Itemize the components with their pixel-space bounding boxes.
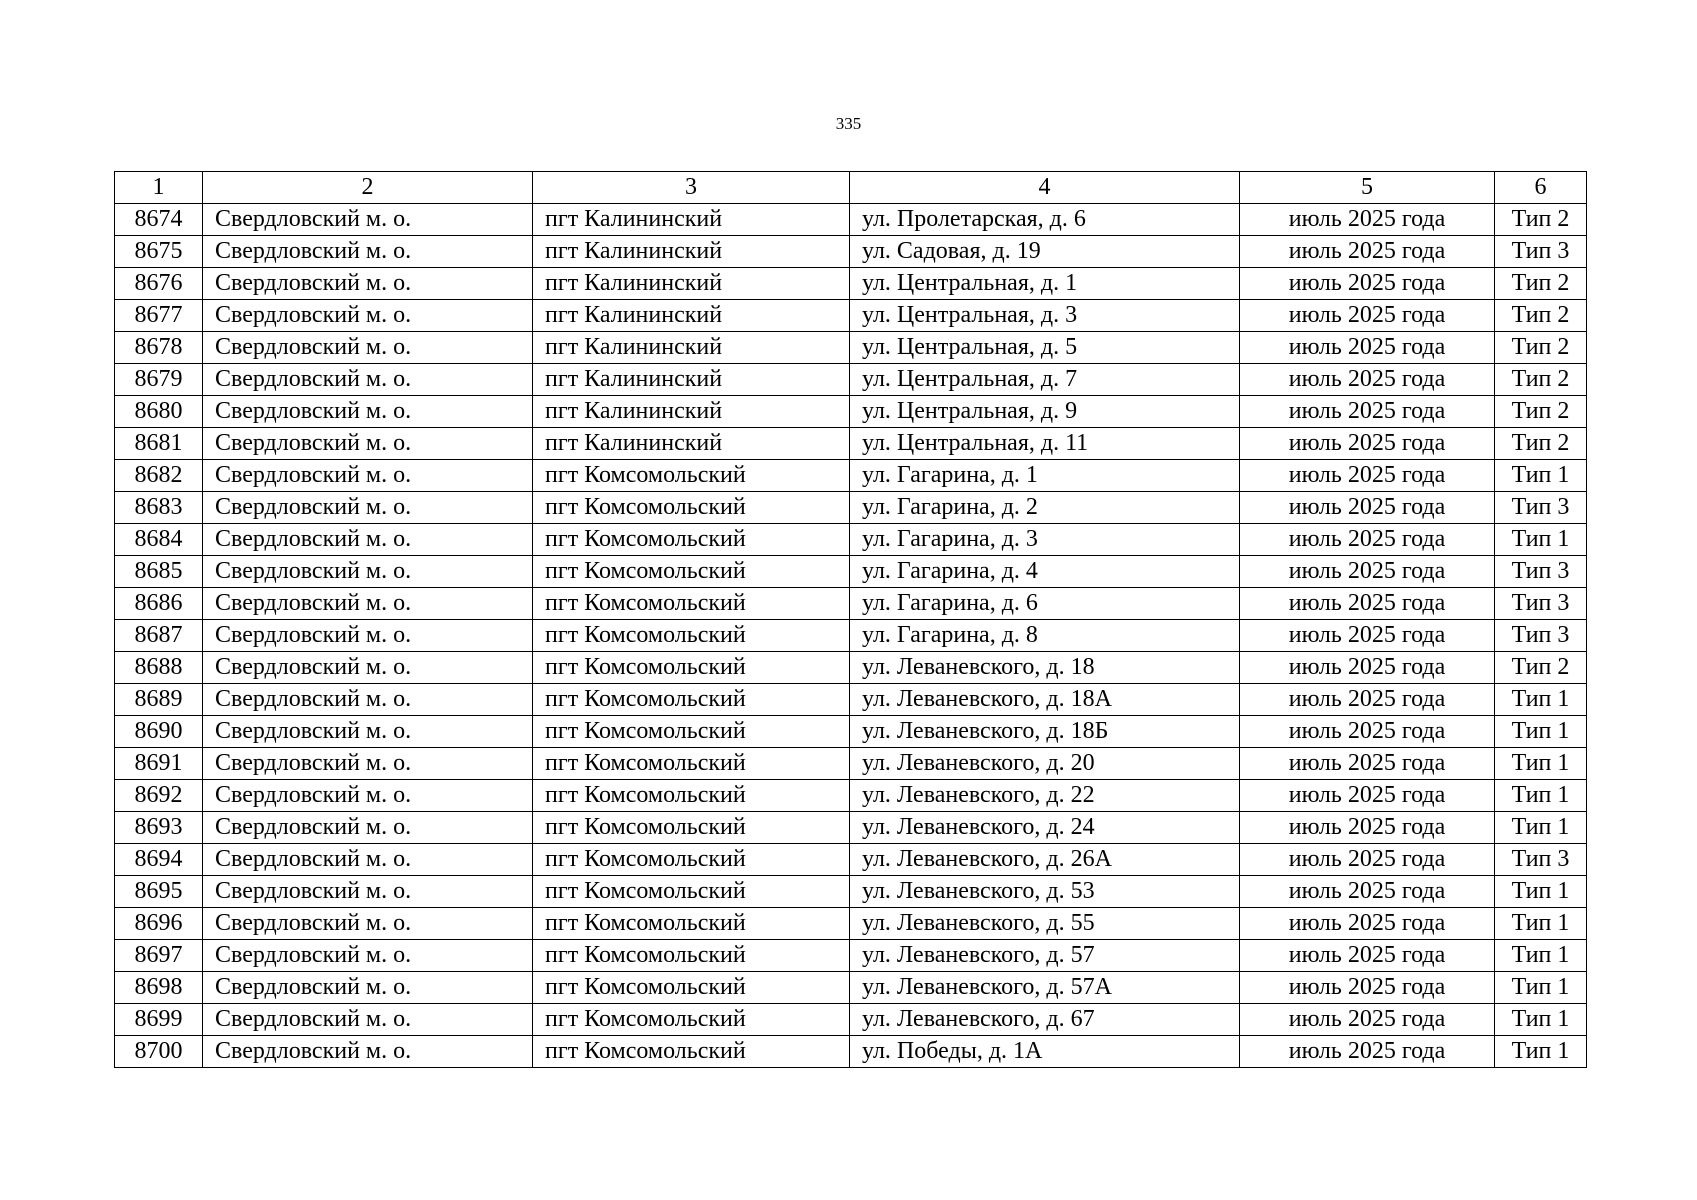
cell-address: ул. Центральная, д. 7 — [850, 364, 1240, 396]
cell-type: Тип 3 — [1495, 844, 1587, 876]
table-row — [115, 588, 1587, 620]
table-row — [115, 364, 1587, 396]
cell-settlement: пгт Калининский — [533, 204, 850, 236]
column-header: 6 — [1495, 172, 1587, 204]
cell-type: Тип 1 — [1495, 908, 1587, 940]
page-number: 335 — [835, 114, 862, 133]
cell-row-number: 8690 — [115, 716, 203, 748]
cell-month: июль 2025 года — [1240, 268, 1495, 300]
cell-row-number: 8696 — [115, 908, 203, 940]
cell-address: ул. Гагарина, д. 1 — [850, 460, 1240, 492]
cell-address: ул. Леваневского, д. 24 — [850, 812, 1240, 844]
cell-row-number: 8680 — [115, 396, 203, 428]
cell-type: Тип 1 — [1495, 716, 1587, 748]
cell-settlement: пгт Калининский — [533, 332, 850, 364]
cell-type: Тип 1 — [1495, 460, 1587, 492]
cell-month: июль 2025 года — [1240, 1036, 1495, 1068]
table-row — [115, 428, 1587, 460]
cell-settlement: пгт Комсомольский — [533, 716, 850, 748]
table-row — [115, 236, 1587, 268]
table-row — [115, 1036, 1587, 1068]
cell-type: Тип 2 — [1495, 652, 1587, 684]
cell-address: ул. Гагарина, д. 8 — [850, 620, 1240, 652]
table-row — [115, 812, 1587, 844]
table-row — [115, 492, 1587, 524]
table-row — [115, 876, 1587, 908]
cell-type: Тип 1 — [1495, 1004, 1587, 1036]
cell-type: Тип 2 — [1495, 332, 1587, 364]
cell-month: июль 2025 года — [1240, 716, 1495, 748]
cell-address: ул. Леваневского, д. 22 — [850, 780, 1240, 812]
table-row — [115, 396, 1587, 428]
table-row — [115, 524, 1587, 556]
cell-district: Свердловский м. о. — [203, 588, 533, 620]
cell-row-number: 8681 — [115, 428, 203, 460]
cell-address: ул. Леваневского, д. 53 — [850, 876, 1240, 908]
cell-row-number: 8688 — [115, 652, 203, 684]
cell-month: июль 2025 года — [1240, 300, 1495, 332]
cell-row-number: 8698 — [115, 972, 203, 1004]
cell-type: Тип 2 — [1495, 428, 1587, 460]
cell-district: Свердловский м. о. — [203, 364, 533, 396]
table-row — [115, 844, 1587, 876]
cell-address: ул. Леваневского, д. 18А — [850, 684, 1240, 716]
cell-address: ул. Центральная, д. 11 — [850, 428, 1240, 460]
cell-settlement: пгт Комсомольский — [533, 524, 850, 556]
cell-type: Тип 2 — [1495, 364, 1587, 396]
table-row — [115, 972, 1587, 1004]
cell-address: ул. Гагарина, д. 4 — [850, 556, 1240, 588]
cell-settlement: пгт Комсомольский — [533, 492, 850, 524]
cell-district: Свердловский м. о. — [203, 556, 533, 588]
cell-address: ул. Леваневского, д. 57 — [850, 940, 1240, 972]
cell-address: ул. Пролетарская, д. 6 — [850, 204, 1240, 236]
cell-row-number: 8685 — [115, 556, 203, 588]
cell-district: Свердловский м. о. — [203, 332, 533, 364]
cell-type: Тип 3 — [1495, 492, 1587, 524]
cell-settlement: пгт Комсомольский — [533, 940, 850, 972]
table-row — [115, 940, 1587, 972]
column-header: 2 — [203, 172, 533, 204]
cell-type: Тип 3 — [1495, 236, 1587, 268]
cell-month: июль 2025 года — [1240, 972, 1495, 1004]
cell-month: июль 2025 года — [1240, 844, 1495, 876]
cell-row-number: 8682 — [115, 460, 203, 492]
column-header: 4 — [850, 172, 1240, 204]
cell-month: июль 2025 года — [1240, 364, 1495, 396]
cell-address: ул. Гагарина, д. 6 — [850, 588, 1240, 620]
table-header — [115, 172, 1587, 204]
table-body — [115, 204, 1587, 1068]
cell-district: Свердловский м. о. — [203, 908, 533, 940]
table-row — [115, 204, 1587, 236]
cell-row-number: 8674 — [115, 204, 203, 236]
cell-address: ул. Леваневского, д. 67 — [850, 1004, 1240, 1036]
table-row — [115, 748, 1587, 780]
cell-type: Тип 1 — [1495, 748, 1587, 780]
cell-type: Тип 1 — [1495, 876, 1587, 908]
cell-row-number: 8677 — [115, 300, 203, 332]
registry-table — [114, 171, 1587, 1068]
cell-type: Тип 3 — [1495, 620, 1587, 652]
cell-month: июль 2025 года — [1240, 588, 1495, 620]
cell-row-number: 8694 — [115, 844, 203, 876]
cell-row-number: 8687 — [115, 620, 203, 652]
cell-district: Свердловский м. о. — [203, 236, 533, 268]
cell-settlement: пгт Комсомольский — [533, 780, 850, 812]
cell-settlement: пгт Комсомольский — [533, 908, 850, 940]
cell-district: Свердловский м. о. — [203, 684, 533, 716]
cell-settlement: пгт Комсомольский — [533, 812, 850, 844]
cell-month: июль 2025 года — [1240, 876, 1495, 908]
cell-district: Свердловский м. о. — [203, 972, 533, 1004]
cell-month: июль 2025 года — [1240, 1004, 1495, 1036]
cell-month: июль 2025 года — [1240, 908, 1495, 940]
cell-settlement: пгт Калининский — [533, 364, 850, 396]
cell-month: июль 2025 года — [1240, 556, 1495, 588]
cell-type: Тип 1 — [1495, 1036, 1587, 1068]
cell-district: Свердловский м. о. — [203, 940, 533, 972]
cell-district: Свердловский м. о. — [203, 1036, 533, 1068]
cell-settlement: пгт Комсомольский — [533, 588, 850, 620]
cell-district: Свердловский м. о. — [203, 716, 533, 748]
cell-district: Свердловский м. о. — [203, 396, 533, 428]
cell-month: июль 2025 года — [1240, 204, 1495, 236]
table-row — [115, 268, 1587, 300]
cell-row-number: 8695 — [115, 876, 203, 908]
cell-settlement: пгт Калининский — [533, 428, 850, 460]
cell-type: Тип 3 — [1495, 588, 1587, 620]
cell-district: Свердловский м. о. — [203, 812, 533, 844]
cell-district: Свердловский м. о. — [203, 268, 533, 300]
cell-type: Тип 1 — [1495, 684, 1587, 716]
cell-type: Тип 2 — [1495, 396, 1587, 428]
header-row — [115, 172, 1587, 204]
cell-settlement: пгт Комсомольский — [533, 1036, 850, 1068]
cell-district: Свердловский м. о. — [203, 428, 533, 460]
table-row — [115, 780, 1587, 812]
cell-row-number: 8684 — [115, 524, 203, 556]
cell-row-number: 8693 — [115, 812, 203, 844]
cell-month: июль 2025 года — [1240, 652, 1495, 684]
cell-settlement: пгт Комсомольский — [533, 652, 850, 684]
cell-type: Тип 2 — [1495, 300, 1587, 332]
cell-address: ул. Леваневского, д. 57А — [850, 972, 1240, 1004]
cell-month: июль 2025 года — [1240, 812, 1495, 844]
table-row — [115, 652, 1587, 684]
cell-address: ул. Центральная, д. 9 — [850, 396, 1240, 428]
cell-type: Тип 2 — [1495, 204, 1587, 236]
cell-address: ул. Центральная, д. 1 — [850, 268, 1240, 300]
cell-district: Свердловский м. о. — [203, 492, 533, 524]
cell-type: Тип 1 — [1495, 524, 1587, 556]
cell-address: ул. Леваневского, д. 26А — [850, 844, 1240, 876]
cell-settlement: пгт Калининский — [533, 300, 850, 332]
cell-address: ул. Центральная, д. 5 — [850, 332, 1240, 364]
cell-address: ул. Леваневского, д. 55 — [850, 908, 1240, 940]
cell-address: ул. Леваневского, д. 18 — [850, 652, 1240, 684]
cell-row-number: 8689 — [115, 684, 203, 716]
cell-type: Тип 1 — [1495, 780, 1587, 812]
cell-settlement: пгт Комсомольский — [533, 620, 850, 652]
cell-district: Свердловский м. о. — [203, 460, 533, 492]
cell-district: Свердловский м. о. — [203, 748, 533, 780]
cell-settlement: пгт Комсомольский — [533, 748, 850, 780]
cell-month: июль 2025 года — [1240, 748, 1495, 780]
cell-row-number: 8697 — [115, 940, 203, 972]
cell-district: Свердловский м. о. — [203, 652, 533, 684]
cell-row-number: 8692 — [115, 780, 203, 812]
cell-row-number: 8699 — [115, 1004, 203, 1036]
cell-address: ул. Садовая, д. 19 — [850, 236, 1240, 268]
table-row — [115, 684, 1587, 716]
cell-month: июль 2025 года — [1240, 524, 1495, 556]
cell-district: Свердловский м. о. — [203, 844, 533, 876]
cell-address: ул. Леваневского, д. 20 — [850, 748, 1240, 780]
cell-month: июль 2025 года — [1240, 332, 1495, 364]
cell-settlement: пгт Калининский — [533, 268, 850, 300]
cell-type: Тип 1 — [1495, 940, 1587, 972]
cell-type: Тип 1 — [1495, 972, 1587, 1004]
cell-settlement: пгт Комсомольский — [533, 556, 850, 588]
cell-row-number: 8679 — [115, 364, 203, 396]
cell-row-number: 8678 — [115, 332, 203, 364]
column-header: 3 — [533, 172, 850, 204]
cell-address: ул. Леваневского, д. 18Б — [850, 716, 1240, 748]
cell-month: июль 2025 года — [1240, 620, 1495, 652]
cell-row-number: 8700 — [115, 1036, 203, 1068]
cell-settlement: пгт Комсомольский — [533, 844, 850, 876]
table-row — [115, 908, 1587, 940]
cell-month: июль 2025 года — [1240, 460, 1495, 492]
cell-district: Свердловский м. о. — [203, 1004, 533, 1036]
cell-settlement: пгт Калининский — [533, 236, 850, 268]
table-row — [115, 332, 1587, 364]
cell-district: Свердловский м. о. — [203, 204, 533, 236]
cell-row-number: 8683 — [115, 492, 203, 524]
table-row — [115, 620, 1587, 652]
cell-settlement: пгт Комсомольский — [533, 1004, 850, 1036]
cell-district: Свердловский м. о. — [203, 620, 533, 652]
table-row — [115, 460, 1587, 492]
cell-settlement: пгт Комсомольский — [533, 876, 850, 908]
cell-type: Тип 3 — [1495, 556, 1587, 588]
cell-month: июль 2025 года — [1240, 396, 1495, 428]
cell-row-number: 8686 — [115, 588, 203, 620]
cell-type: Тип 1 — [1495, 812, 1587, 844]
cell-month: июль 2025 года — [1240, 236, 1495, 268]
column-header: 5 — [1240, 172, 1495, 204]
cell-row-number: 8691 — [115, 748, 203, 780]
cell-address: ул. Центральная, д. 3 — [850, 300, 1240, 332]
table-row — [115, 300, 1587, 332]
cell-month: июль 2025 года — [1240, 684, 1495, 716]
table-row — [115, 556, 1587, 588]
cell-district: Свердловский м. о. — [203, 780, 533, 812]
cell-address: ул. Гагарина, д. 2 — [850, 492, 1240, 524]
cell-settlement: пгт Комсомольский — [533, 684, 850, 716]
cell-district: Свердловский м. о. — [203, 876, 533, 908]
cell-address: ул. Гагарина, д. 3 — [850, 524, 1240, 556]
table-row — [115, 716, 1587, 748]
cell-settlement: пгт Комсомольский — [533, 972, 850, 1004]
cell-district: Свердловский м. о. — [203, 524, 533, 556]
cell-settlement: пгт Калининский — [533, 396, 850, 428]
cell-month: июль 2025 года — [1240, 940, 1495, 972]
cell-district: Свердловский м. о. — [203, 300, 533, 332]
cell-month: июль 2025 года — [1240, 428, 1495, 460]
cell-month: июль 2025 года — [1240, 780, 1495, 812]
cell-type: Тип 2 — [1495, 268, 1587, 300]
cell-settlement: пгт Комсомольский — [533, 460, 850, 492]
cell-row-number: 8675 — [115, 236, 203, 268]
column-header: 1 — [115, 172, 203, 204]
cell-month: июль 2025 года — [1240, 492, 1495, 524]
table-row — [115, 1004, 1587, 1036]
cell-row-number: 8676 — [115, 268, 203, 300]
cell-address: ул. Победы, д. 1А — [850, 1036, 1240, 1068]
